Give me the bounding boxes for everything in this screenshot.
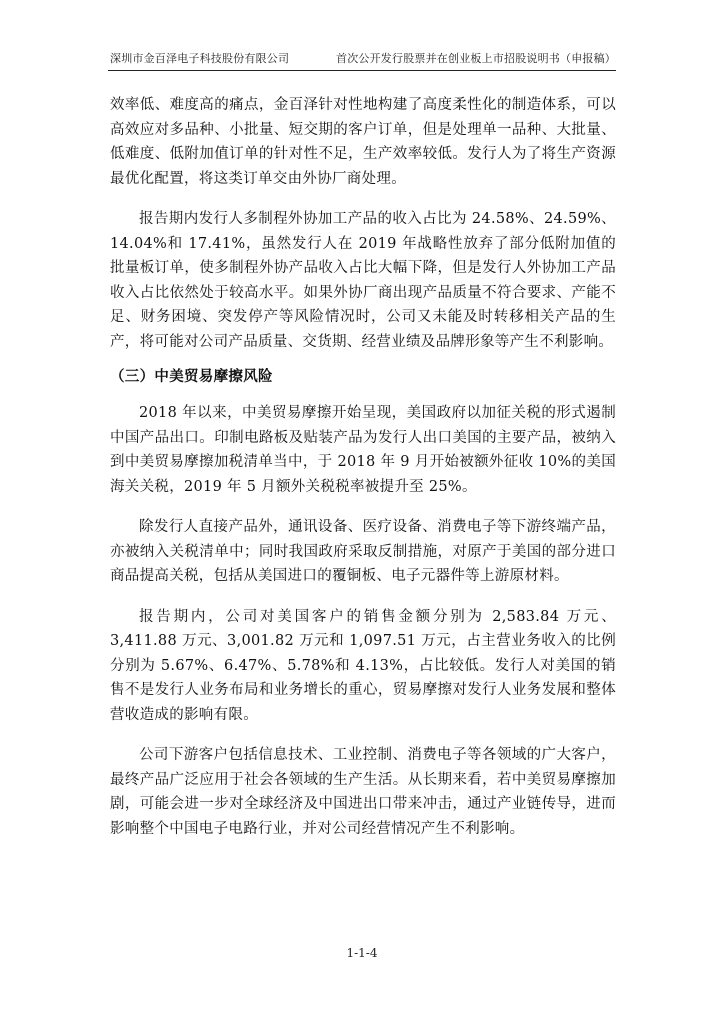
page-header [108,50,616,71]
page-number: 1-1-4 [346,946,378,960]
header-document-title: 首次公开发行股票并在创业板上市招股说明书（申报稿） [336,52,616,65]
paragraph-us-sales: 报告期内，公司对美国客户的销售金额分别为 2,583.84 万元、3,411.88 万元、3,001.82 万元和 1,097.51 万元，占主营业务收入的比例分别为 5.67%、6.47%、5.78%和 4.13%，占比较低。发行人对美国的销售不是发行人业务布局和业务增长的重心，贸易摩擦对发行人业务发展和整体营收造成的影响有限。 [110,608,616,723]
paragraph-tariff-history: 2018 年以来，中美贸易摩擦开始呈现，美国政府以加征关税的形式遏制中国产品出口。印制电路板及贴装产品为发行人出口美国的主要产品，被纳入到中美贸易摩擦加税清单当中，于 2018 年 9 月开始被额外征收 10%的美国海关关税，2019 年 5 月额外关税税率被提升至 25%。 [110,405,616,495]
paragraph-outsourcing-revenue-share: 报告期内发行人多制程外协加工产品的收入占比为 24.58%、24.59%、14.04%和 17.41%，虽然发行人在 2019 年战略性放弃了部分低附加值的批量板订单，使多制程外协产品收入占比大幅下降，但是发行人外协加工产品收入占比依然处于较高水平。如果外协厂商出现产品质量不符合要求、产能不足、财务困境、突发停产等风险情况时，公司又未能及时转移相关产品的生产，将可能对公司产品质量、交货期、经营业绩及品牌形象等产生不利影响。 [110,211,616,350]
paragraph-outsourcing-efficiency: 效率低、难度高的痛点，金百泽针对性地构建了高度柔性化的制造体系，可以高效应对多品种、小批量、短交期的客户订单，但是处理单一品种、大批量、低难度、低附加值订单的针对性不足，生产效率较低。发行人为了将生产资源最优化配置，将这类订单交由外协厂商处理。 [110,97,616,187]
header-company-name: 深圳市金百泽电子科技股份有限公司 [110,52,290,65]
paragraph-downstream-tariffs: 除发行人直接产品外，通讯设备、医疗设备、消费电子等下游终端产品，亦被纳入关税清单中；同时我国政府采取反制措施，对原产于美国的部分进口商品提高关税，包括从美国进口的覆铜板、电子元器件等上游原材料。 [110,519,616,584]
page-body [110,93,616,841]
section-title-trade-friction: （三）中美贸易摩擦风险 [110,369,273,385]
paragraph-long-term-impact: 公司下游客户包括信息技术、工业控制、消费电子等各领域的广大客户，最终产品广泛应用于社会各领域的生产生活。从长期来看，若中美贸易摩擦加剧，可能会进一步对全球经济及中国进出口带来冲击，通过产业链传导，进而影响整个中国电子电路行业，并对公司经营情况产生不利影响。 [110,747,616,837]
